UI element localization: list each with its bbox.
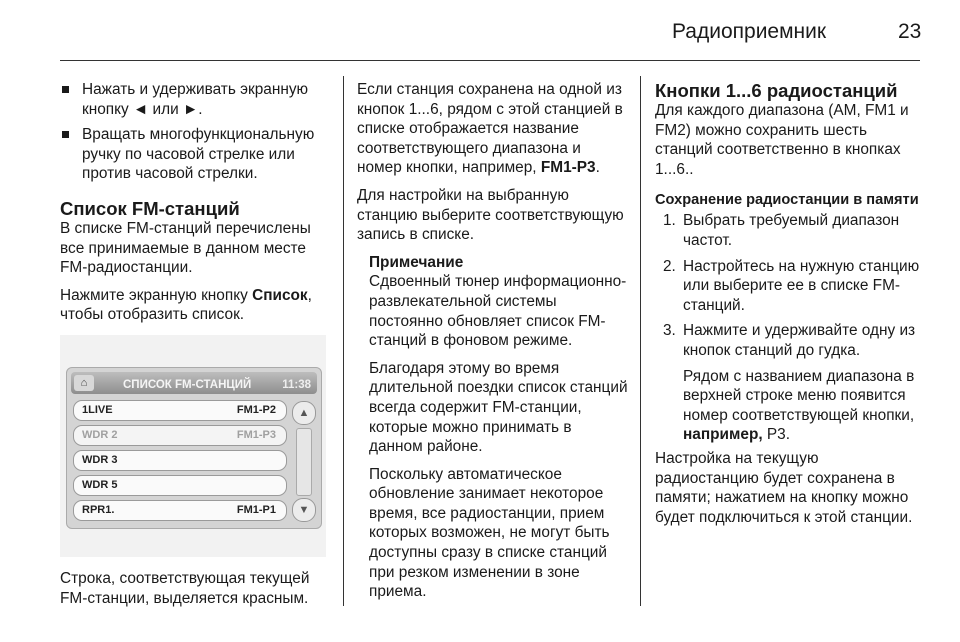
scroll-track	[296, 428, 312, 496]
step-item: 2. Настройтесь на нужную станцию или выберите ее в списке FM-станций.	[663, 257, 920, 314]
station-row: WDR 2 FM1-P3	[73, 425, 287, 446]
note-block	[357, 253, 629, 602]
station-row: RPR1. FM1-P1	[73, 500, 287, 521]
scroll-up-icon: ▲	[292, 401, 316, 425]
bullet-item: Нажать и удерживать экранную кнопку ◄ или ►.	[60, 80, 332, 119]
section-heading-fm-list: Список FM-станций	[60, 197, 240, 219]
station-row: WDR 5	[73, 475, 287, 496]
note-paragraph: Поскольку автоматическое обновление занимает некоторое время, все радиостанции, прием которых возможен, не могут быть доступны сразу в списке станций при резком изменении в зоне приема.	[369, 465, 610, 601]
fm-list-screen-image	[60, 335, 326, 557]
paragraph: Для настройки на выбранную станцию выберите соответствующую запись в списке.	[357, 186, 624, 244]
image-caption: Строка, соответствующая текущей FM-станции, выделяется красным.	[60, 569, 310, 607]
column-divider-2	[640, 76, 641, 606]
screen-title-bar	[71, 372, 317, 394]
paragraph: Если станция сохранена на одной из кнопок 1...6, рядом с этой станцией в списке отображается название соответствующего диапазона и номер кнопки, например, FM1-P3.	[357, 81, 623, 177]
step-item: 1. Выбрать требуемый диапазон частот.	[663, 212, 900, 249]
note-heading: Примечание	[369, 253, 464, 271]
section-heading-preset-buttons: Кнопки 1...6 радиостанций	[655, 80, 898, 101]
scroll-down-icon: ▼	[292, 498, 316, 522]
note-paragraph: Сдвоенный тюнер информационно-развлекательной системы постоянно обновляет список FM-станций в фоновом режиме.	[369, 273, 627, 350]
header-title: Радиоприемник	[672, 20, 827, 43]
screen-title: СПИСОК FM-СТАНЦИЙ	[123, 378, 252, 391]
note-paragraph: Благодаря этому во время длительной поездки список станций всегда содержит FM-станции, которые можно принимать в данном районе.	[369, 359, 628, 456]
screen-frame	[66, 367, 322, 529]
paragraph: Настройка на текущую радиостанцию будет сохранена в памяти; нажатием на кнопку можно будет подключиться к этой станции.	[655, 449, 913, 526]
bullet-square-icon	[62, 86, 69, 93]
station-row: 1LIVE FM1-P2	[73, 400, 287, 421]
step-item: 3. Нажмите и удерживайте одну из кнопок станций до гудка.	[663, 322, 916, 359]
paragraph: Для каждого диапазона (AM, FM1 и FM2) можно сохранить шесть станций соответственно в кнопках 1...6..	[655, 102, 909, 178]
header-rule	[60, 60, 920, 61]
station-row: WDR 3	[73, 450, 287, 471]
step-note: Рядом с названием диапазона в верхней строке меню появится номер соответствующей кнопки, например, P3.	[683, 367, 915, 444]
column-divider-1	[343, 76, 344, 606]
home-icon: ⌂	[74, 375, 94, 391]
bullet-item: Вращать многофункциональную ручку по часовой стрелке или против часовой стрелки.	[60, 125, 332, 184]
column-1	[60, 80, 332, 616]
paragraph: В списке FM-станций перечислены все принимаемые в данном месте FM-радиостанции.	[60, 219, 311, 277]
page-number: 23	[898, 20, 922, 43]
subheading-save-station: Сохранение радиостанции в памяти	[655, 192, 919, 209]
column-3	[655, 80, 925, 535]
bullet-square-icon	[62, 131, 69, 138]
screen-clock: 11:38	[282, 378, 311, 391]
paragraph: Нажмите экранную кнопку Список, чтобы отобразить список.	[60, 286, 312, 324]
column-2	[357, 80, 629, 610]
